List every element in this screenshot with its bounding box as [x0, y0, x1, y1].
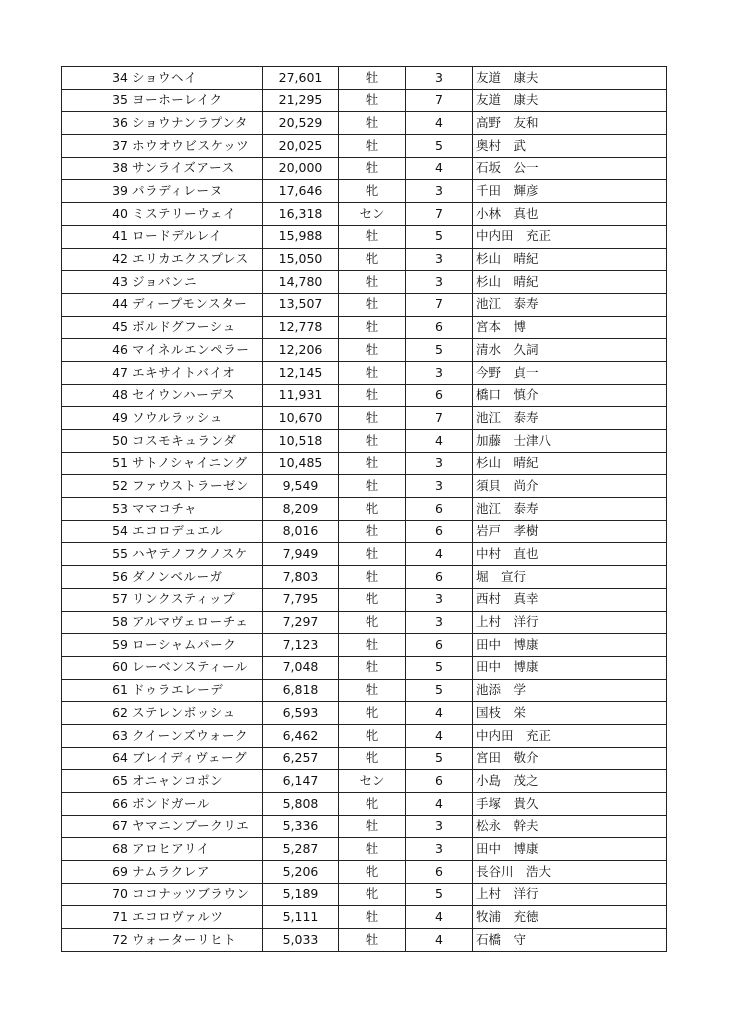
sex-cell: 牝 [339, 180, 406, 203]
table-row [62, 225, 667, 248]
rank-cell: 50 [62, 430, 131, 453]
table-row [62, 248, 667, 271]
horse-name-cell: リンクスティップ [130, 588, 263, 611]
table-row [62, 543, 667, 566]
table-row [62, 861, 667, 884]
rank-cell: 62 [62, 702, 131, 725]
trainer-cell: 友道 康夫 [473, 89, 667, 112]
table-row [62, 520, 667, 543]
prize-money-cell: 21,295 [263, 89, 339, 112]
trainer-cell: 堀 宣行 [473, 566, 667, 589]
horse-name-cell: サンライズアース [130, 157, 263, 180]
sex-cell: 牝 [339, 883, 406, 906]
prize-money-cell: 6,462 [263, 724, 339, 747]
sex-cell: 牡 [339, 89, 406, 112]
horse-name-cell: ヨーホーレイク [130, 89, 263, 112]
age-cell: 3 [406, 67, 473, 90]
trainer-cell: 千田 輝彦 [473, 180, 667, 203]
trainer-cell: 長谷川 浩大 [473, 861, 667, 884]
age-cell: 6 [406, 316, 473, 339]
table-row [62, 679, 667, 702]
trainer-cell: 小林 真也 [473, 203, 667, 226]
sex-cell: 牡 [339, 67, 406, 90]
prize-money-cell: 10,485 [263, 452, 339, 475]
prize-money-cell: 10,670 [263, 407, 339, 430]
age-cell: 6 [406, 520, 473, 543]
rank-cell: 69 [62, 861, 131, 884]
table-row [62, 793, 667, 816]
trainer-cell: 橋口 慎介 [473, 384, 667, 407]
table-row [62, 906, 667, 929]
trainer-cell: 手塚 貴久 [473, 793, 667, 816]
prize-money-cell: 20,025 [263, 135, 339, 158]
horse-name-cell: サトノシャイニング [130, 452, 263, 475]
sex-cell: セン [339, 203, 406, 226]
trainer-cell: 小島 茂之 [473, 770, 667, 793]
sex-cell: 牡 [339, 157, 406, 180]
trainer-cell: 田中 博康 [473, 656, 667, 679]
table-row [62, 656, 667, 679]
trainer-cell: 奥村 武 [473, 135, 667, 158]
age-cell: 4 [406, 793, 473, 816]
trainer-cell: 石橋 守 [473, 929, 667, 952]
prize-money-cell: 6,818 [263, 679, 339, 702]
table-row [62, 929, 667, 952]
rank-cell: 58 [62, 611, 131, 634]
trainer-cell: 岩戸 孝樹 [473, 520, 667, 543]
horse-name-cell: ナムラクレア [130, 861, 263, 884]
sex-cell: 牝 [339, 724, 406, 747]
rank-cell: 60 [62, 656, 131, 679]
horse-name-cell: エコロヴァルツ [130, 906, 263, 929]
prize-money-cell: 15,988 [263, 225, 339, 248]
rank-cell: 59 [62, 634, 131, 657]
trainer-cell: 上村 洋行 [473, 611, 667, 634]
rank-cell: 49 [62, 407, 131, 430]
sex-cell: 牡 [339, 316, 406, 339]
prize-money-cell: 16,318 [263, 203, 339, 226]
horse-name-cell: ヤマニンブークリエ [130, 815, 263, 838]
rank-cell: 34 [62, 67, 131, 90]
table-row [62, 339, 667, 362]
sex-cell: 牝 [339, 861, 406, 884]
prize-money-cell: 5,287 [263, 838, 339, 861]
rank-cell: 51 [62, 452, 131, 475]
horse-name-cell: ミステリーウェイ [130, 203, 263, 226]
trainer-cell: 池江 泰寿 [473, 407, 667, 430]
sex-cell: 牡 [339, 838, 406, 861]
prize-money-cell: 5,033 [263, 929, 339, 952]
age-cell: 3 [406, 475, 473, 498]
rank-cell: 46 [62, 339, 131, 362]
trainer-cell: 杉山 晴紀 [473, 271, 667, 294]
rank-cell: 52 [62, 475, 131, 498]
sex-cell: 牡 [339, 475, 406, 498]
sex-cell: 牡 [339, 679, 406, 702]
prize-money-cell: 7,048 [263, 656, 339, 679]
sex-cell: 牡 [339, 361, 406, 384]
sex-cell: 牡 [339, 112, 406, 135]
table-row [62, 271, 667, 294]
table-row [62, 475, 667, 498]
trainer-cell: 須貝 尚介 [473, 475, 667, 498]
age-cell: 3 [406, 361, 473, 384]
trainer-cell: 宮本 博 [473, 316, 667, 339]
horse-name-cell: レーベンスティール [130, 656, 263, 679]
sex-cell: 牝 [339, 793, 406, 816]
age-cell: 3 [406, 271, 473, 294]
sex-cell: 牡 [339, 407, 406, 430]
horse-name-cell: ディープモンスター [130, 293, 263, 316]
age-cell: 5 [406, 747, 473, 770]
sex-cell: 牡 [339, 384, 406, 407]
sex-cell: 牡 [339, 339, 406, 362]
age-cell: 3 [406, 815, 473, 838]
horse-name-cell: ボンドガール [130, 793, 263, 816]
sex-cell: 牡 [339, 906, 406, 929]
sex-cell: 牡 [339, 520, 406, 543]
trainer-cell: 松永 幹夫 [473, 815, 667, 838]
table-row [62, 293, 667, 316]
prize-money-cell: 5,111 [263, 906, 339, 929]
rank-cell: 42 [62, 248, 131, 271]
age-cell: 5 [406, 339, 473, 362]
table-row [62, 67, 667, 90]
rank-cell: 65 [62, 770, 131, 793]
table-row [62, 838, 667, 861]
prize-money-cell: 7,803 [263, 566, 339, 589]
trainer-cell: 牧浦 充徳 [473, 906, 667, 929]
horse-name-cell: ジョバンニ [130, 271, 263, 294]
horse-name-cell: ダノンベルーガ [130, 566, 263, 589]
rank-cell: 64 [62, 747, 131, 770]
horse-name-cell: ハヤテノフクノスケ [130, 543, 263, 566]
rank-cell: 67 [62, 815, 131, 838]
horse-name-cell: ママコチャ [130, 498, 263, 521]
rank-cell: 66 [62, 793, 131, 816]
prize-money-cell: 20,529 [263, 112, 339, 135]
age-cell: 3 [406, 611, 473, 634]
rank-cell: 57 [62, 588, 131, 611]
horse-name-cell: ローシャムパーク [130, 634, 263, 657]
sex-cell: 牡 [339, 543, 406, 566]
age-cell: 5 [406, 135, 473, 158]
age-cell: 4 [406, 157, 473, 180]
horse-name-cell: ココナッツブラウン [130, 883, 263, 906]
age-cell: 3 [406, 248, 473, 271]
age-cell: 7 [406, 89, 473, 112]
table-row [62, 89, 667, 112]
rank-cell: 48 [62, 384, 131, 407]
prize-money-cell: 5,206 [263, 861, 339, 884]
horse-name-cell: エコロデュエル [130, 520, 263, 543]
table-row [62, 180, 667, 203]
sex-cell: 牡 [339, 656, 406, 679]
prize-money-cell: 27,601 [263, 67, 339, 90]
table-row [62, 883, 667, 906]
rank-cell: 35 [62, 89, 131, 112]
rank-cell: 55 [62, 543, 131, 566]
trainer-cell: 国枝 栄 [473, 702, 667, 725]
prize-money-cell: 12,206 [263, 339, 339, 362]
trainer-cell: 加藤 士津八 [473, 430, 667, 453]
table-row [62, 634, 667, 657]
age-cell: 7 [406, 203, 473, 226]
trainer-cell: 今野 貞一 [473, 361, 667, 384]
prize-money-cell: 20,000 [263, 157, 339, 180]
table-row [62, 157, 667, 180]
prize-money-cell: 15,050 [263, 248, 339, 271]
sex-cell: 牡 [339, 566, 406, 589]
horse-name-cell: コスモキュランダ [130, 430, 263, 453]
trainer-cell: 高野 友和 [473, 112, 667, 135]
prize-money-cell: 12,145 [263, 361, 339, 384]
horse-name-cell: ショウヘイ [130, 67, 263, 90]
sex-cell: 牝 [339, 498, 406, 521]
trainer-cell: 田中 博康 [473, 838, 667, 861]
horse-name-cell: エリカエクスプレス [130, 248, 263, 271]
age-cell: 3 [406, 452, 473, 475]
rank-cell: 44 [62, 293, 131, 316]
age-cell: 6 [406, 634, 473, 657]
prize-money-cell: 6,147 [263, 770, 339, 793]
ranking-table-body [62, 67, 667, 952]
sex-cell: 牡 [339, 225, 406, 248]
sex-cell: 牝 [339, 588, 406, 611]
horse-name-cell: アルマヴェローチェ [130, 611, 263, 634]
age-cell: 6 [406, 384, 473, 407]
table-row [62, 588, 667, 611]
horse-name-cell: ウォーターリヒト [130, 929, 263, 952]
horse-name-cell: ドゥラエレーデ [130, 679, 263, 702]
sex-cell: セン [339, 770, 406, 793]
ranking-table [61, 66, 667, 952]
prize-money-cell: 8,209 [263, 498, 339, 521]
prize-money-cell: 12,778 [263, 316, 339, 339]
sex-cell: 牡 [339, 929, 406, 952]
rank-cell: 71 [62, 906, 131, 929]
rank-cell: 61 [62, 679, 131, 702]
table-row [62, 316, 667, 339]
age-cell: 6 [406, 498, 473, 521]
age-cell: 3 [406, 838, 473, 861]
trainer-cell: 中内田 充正 [473, 225, 667, 248]
age-cell: 3 [406, 180, 473, 203]
horse-name-cell: オニャンコポン [130, 770, 263, 793]
rank-cell: 72 [62, 929, 131, 952]
rank-cell: 40 [62, 203, 131, 226]
table-row [62, 452, 667, 475]
age-cell: 4 [406, 430, 473, 453]
prize-money-cell: 8,016 [263, 520, 339, 543]
prize-money-cell: 7,123 [263, 634, 339, 657]
table-row [62, 361, 667, 384]
sex-cell: 牡 [339, 271, 406, 294]
table-row [62, 702, 667, 725]
age-cell: 4 [406, 724, 473, 747]
trainer-cell: 田中 博康 [473, 634, 667, 657]
age-cell: 3 [406, 588, 473, 611]
rank-cell: 53 [62, 498, 131, 521]
age-cell: 5 [406, 225, 473, 248]
table-row [62, 611, 667, 634]
rank-cell: 45 [62, 316, 131, 339]
trainer-cell: 清水 久詞 [473, 339, 667, 362]
trainer-cell: 池江 泰寿 [473, 293, 667, 316]
age-cell: 7 [406, 407, 473, 430]
trainer-cell: 池添 学 [473, 679, 667, 702]
prize-money-cell: 7,795 [263, 588, 339, 611]
trainer-cell: 杉山 晴紀 [473, 452, 667, 475]
sex-cell: 牝 [339, 611, 406, 634]
sex-cell: 牝 [339, 702, 406, 725]
age-cell: 5 [406, 656, 473, 679]
table-row [62, 498, 667, 521]
age-cell: 5 [406, 883, 473, 906]
sex-cell: 牡 [339, 815, 406, 838]
age-cell: 4 [406, 543, 473, 566]
prize-money-cell: 10,518 [263, 430, 339, 453]
trainer-cell: 杉山 晴紀 [473, 248, 667, 271]
table-row [62, 384, 667, 407]
trainer-cell: 中村 直也 [473, 543, 667, 566]
rank-cell: 54 [62, 520, 131, 543]
sex-cell: 牡 [339, 452, 406, 475]
horse-name-cell: ソウルラッシュ [130, 407, 263, 430]
horse-name-cell: パラディレーヌ [130, 180, 263, 203]
age-cell: 6 [406, 861, 473, 884]
horse-name-cell: マイネルエンペラー [130, 339, 263, 362]
horse-name-cell: セイウンハーデス [130, 384, 263, 407]
age-cell: 7 [406, 293, 473, 316]
rank-cell: 70 [62, 883, 131, 906]
age-cell: 6 [406, 566, 473, 589]
prize-money-cell: 11,931 [263, 384, 339, 407]
age-cell: 6 [406, 770, 473, 793]
trainer-cell: 上村 洋行 [473, 883, 667, 906]
prize-money-cell: 9,549 [263, 475, 339, 498]
table-row [62, 566, 667, 589]
rank-cell: 56 [62, 566, 131, 589]
rank-cell: 43 [62, 271, 131, 294]
rank-cell: 37 [62, 135, 131, 158]
table-row [62, 112, 667, 135]
horse-name-cell: クイーンズウォーク [130, 724, 263, 747]
horse-name-cell: ボルドグフーシュ [130, 316, 263, 339]
rank-cell: 38 [62, 157, 131, 180]
prize-money-cell: 7,949 [263, 543, 339, 566]
rank-cell: 47 [62, 361, 131, 384]
age-cell: 5 [406, 679, 473, 702]
horse-name-cell: ファウストラーゼン [130, 475, 263, 498]
table-row [62, 135, 667, 158]
prize-money-cell: 6,593 [263, 702, 339, 725]
table-row [62, 407, 667, 430]
prize-money-cell: 5,808 [263, 793, 339, 816]
age-cell: 4 [406, 112, 473, 135]
sex-cell: 牡 [339, 135, 406, 158]
prize-money-cell: 17,646 [263, 180, 339, 203]
age-cell: 4 [406, 929, 473, 952]
horse-name-cell: ステレンボッシュ [130, 702, 263, 725]
sex-cell: 牝 [339, 747, 406, 770]
prize-money-cell: 7,297 [263, 611, 339, 634]
trainer-cell: 西村 真幸 [473, 588, 667, 611]
sex-cell: 牡 [339, 293, 406, 316]
horse-name-cell: ホウオウビスケッツ [130, 135, 263, 158]
prize-money-cell: 13,507 [263, 293, 339, 316]
horse-name-cell: ショウナンラプンタ [130, 112, 263, 135]
prize-money-cell: 6,257 [263, 747, 339, 770]
table-row [62, 815, 667, 838]
age-cell: 4 [406, 906, 473, 929]
horse-name-cell: ロードデルレイ [130, 225, 263, 248]
sex-cell: 牡 [339, 430, 406, 453]
table-row [62, 430, 667, 453]
rank-cell: 41 [62, 225, 131, 248]
trainer-cell: 中内田 充正 [473, 724, 667, 747]
rank-cell: 63 [62, 724, 131, 747]
prize-money-cell: 14,780 [263, 271, 339, 294]
horse-name-cell: アロヒアリイ [130, 838, 263, 861]
table-row [62, 770, 667, 793]
sex-cell: 牡 [339, 634, 406, 657]
horse-name-cell: ブレイディヴェーグ [130, 747, 263, 770]
rank-cell: 68 [62, 838, 131, 861]
prize-money-cell: 5,336 [263, 815, 339, 838]
sex-cell: 牝 [339, 248, 406, 271]
age-cell: 4 [406, 702, 473, 725]
prize-money-cell: 5,189 [263, 883, 339, 906]
rank-cell: 36 [62, 112, 131, 135]
trainer-cell: 石坂 公一 [473, 157, 667, 180]
table-row [62, 724, 667, 747]
table-row [62, 203, 667, 226]
table-row [62, 747, 667, 770]
rank-cell: 39 [62, 180, 131, 203]
trainer-cell: 池江 泰寿 [473, 498, 667, 521]
horse-name-cell: エキサイトバイオ [130, 361, 263, 384]
trainer-cell: 宮田 敬介 [473, 747, 667, 770]
trainer-cell: 友道 康夫 [473, 67, 667, 90]
